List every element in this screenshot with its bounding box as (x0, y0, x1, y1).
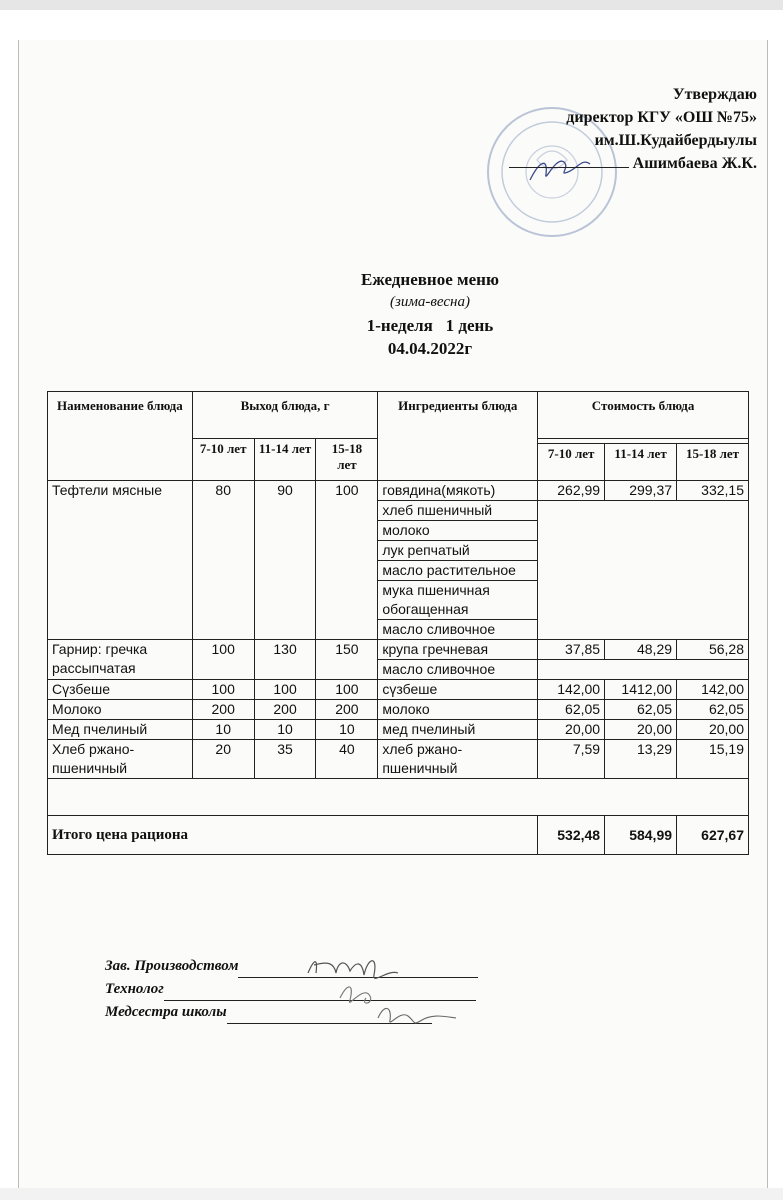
dish-output-15-18: 200 (316, 700, 378, 720)
dish-output-11-14: 100 (254, 680, 316, 700)
table-row (48, 640, 749, 660)
header-cost-age-11-14: 11-14 лет (605, 444, 677, 481)
top-bar (0, 0, 783, 10)
technologist-label: Технолог (105, 981, 164, 997)
dish-cost-7-10: 262,99 (538, 481, 605, 501)
dish-output-7-10: 20 (192, 740, 254, 779)
dish-output-7-10: 200 (192, 700, 254, 720)
ingredient: масло сливочное (378, 620, 538, 640)
ingredient: лук репчатый (378, 541, 538, 561)
nurse-label: Медсестра школы (105, 1004, 227, 1020)
signature-line (509, 167, 629, 168)
ingredient: мед пчелиный (378, 720, 538, 740)
ingredient: молоко (378, 700, 538, 720)
table-header-row (48, 392, 749, 439)
dish-cost-7-10: 37,85 (538, 640, 605, 660)
header-ingredients: Ингредиенты блюда (378, 392, 538, 481)
dish-output-11-14: 200 (254, 700, 316, 720)
dish-cost-15-18: 15,19 (677, 740, 749, 779)
ingredient: крупа гречневая (378, 640, 538, 660)
header-output-age-11-14: 11-14 лет (254, 439, 316, 481)
dish-name: Молоко (48, 700, 193, 720)
ingredient: масло растительное (378, 561, 538, 581)
ingredient: хлеб пшеничный (378, 501, 538, 521)
menu-table (47, 391, 749, 855)
dish-cost-7-10: 62,05 (538, 700, 605, 720)
table-row (48, 481, 749, 501)
dish-output-7-10: 100 (192, 640, 254, 680)
dish-output-11-14: 130 (254, 640, 316, 680)
dish-output-15-18: 100 (316, 481, 378, 640)
dish-cost-11-14: 1412,00 (605, 680, 677, 700)
menu-week-day: 1-неделя 1 день (366, 316, 494, 335)
cost-empty (538, 501, 749, 640)
dish-name: Сүзбеше (48, 680, 193, 700)
dish-output-11-14: 90 (254, 481, 316, 640)
approval-position: директор КГУ «ОШ №75» (566, 109, 757, 126)
total-11-14: 584,99 (605, 816, 677, 855)
approval-director-name: Ашимбаева Ж.К. (632, 155, 757, 172)
dish-cost-15-18: 332,15 (677, 481, 749, 501)
approval-signature-row (497, 152, 757, 175)
table-total-row (48, 816, 749, 855)
header-output-age-15-18: 15-18 лет (316, 439, 378, 481)
cost-empty (538, 660, 749, 680)
table-spacer-row (48, 779, 749, 816)
dish-output-7-10: 10 (192, 720, 254, 740)
dish-cost-11-14: 20,00 (605, 720, 677, 740)
nurse-signature-icon (370, 1000, 470, 1030)
ingredient: мука пшеничная обогащенная (378, 581, 538, 620)
header-output: Выход блюда, г (192, 392, 378, 439)
dish-output-7-10: 100 (192, 680, 254, 700)
dish-output-15-18: 150 (316, 640, 378, 680)
dish-cost-7-10: 142,00 (538, 680, 605, 700)
bottom-edge (0, 1188, 783, 1200)
dish-output-7-10: 80 (192, 481, 254, 640)
ingredient: сүзбеше (378, 680, 538, 700)
ingredient: говядина(мякоть) (378, 481, 538, 501)
dish-name: Тефтели мясные (48, 481, 193, 640)
dish-cost-7-10: 7,59 (538, 740, 605, 779)
menu-date: 04.04.2022г (387, 339, 473, 358)
dish-cost-11-14: 299,37 (605, 481, 677, 501)
dish-name: Мед пчелиный (48, 720, 193, 740)
approval-title: Утверждаю (672, 86, 757, 103)
header-dish-name: Наименование блюда (48, 392, 193, 481)
approval-block (497, 83, 757, 175)
header-output-age-7-10: 7-10 лет (192, 439, 254, 481)
dish-cost-11-14: 13,29 (605, 740, 677, 779)
dish-cost-15-18: 62,05 (677, 700, 749, 720)
menu-title-block (40, 268, 783, 360)
dish-output-15-18: 40 (316, 740, 378, 779)
total-15-18: 627,67 (677, 816, 749, 855)
dish-name: Хлеб ржано-пшеничный (48, 740, 193, 779)
signature-production-row (105, 955, 478, 978)
dish-output-11-14: 10 (254, 720, 316, 740)
approval-school: им.Ш.Кудайбердыулы (594, 132, 757, 149)
header-cost: Стоимость блюда (538, 392, 749, 439)
dish-name: Гарнир: гречка рассыпчатая (48, 640, 193, 680)
spacer-cell (48, 779, 749, 816)
production-label: Зав. Производством (105, 958, 239, 974)
dish-cost-11-14: 48,29 (605, 640, 677, 660)
dish-cost-7-10: 20,00 (538, 720, 605, 740)
ingredient: масло сливочное (378, 660, 538, 680)
menu-season: (зима-весна) (390, 294, 470, 310)
header-cost-age-15-18: 15-18 лет (677, 444, 749, 481)
menu-heading: Ежедневное меню (361, 270, 499, 289)
dish-output-15-18: 100 (316, 680, 378, 700)
table-row (48, 720, 749, 740)
total-label: Итого цена рациона (48, 816, 538, 855)
table-row (48, 680, 749, 700)
dish-cost-15-18: 20,00 (677, 720, 749, 740)
signature-technologist-row (105, 978, 478, 1001)
table-row (48, 740, 749, 779)
table-row (48, 700, 749, 720)
dish-cost-15-18: 142,00 (677, 680, 749, 700)
dish-cost-15-18: 56,28 (677, 640, 749, 660)
header-cost-age-7-10: 7-10 лет (538, 444, 605, 481)
ingredient: молоко (378, 521, 538, 541)
total-7-10: 532,48 (538, 816, 605, 855)
dish-cost-11-14: 62,05 (605, 700, 677, 720)
dish-output-11-14: 35 (254, 740, 316, 779)
dish-output-15-18: 10 (316, 720, 378, 740)
ingredient: хлеб ржано-пшеничный (378, 740, 538, 779)
